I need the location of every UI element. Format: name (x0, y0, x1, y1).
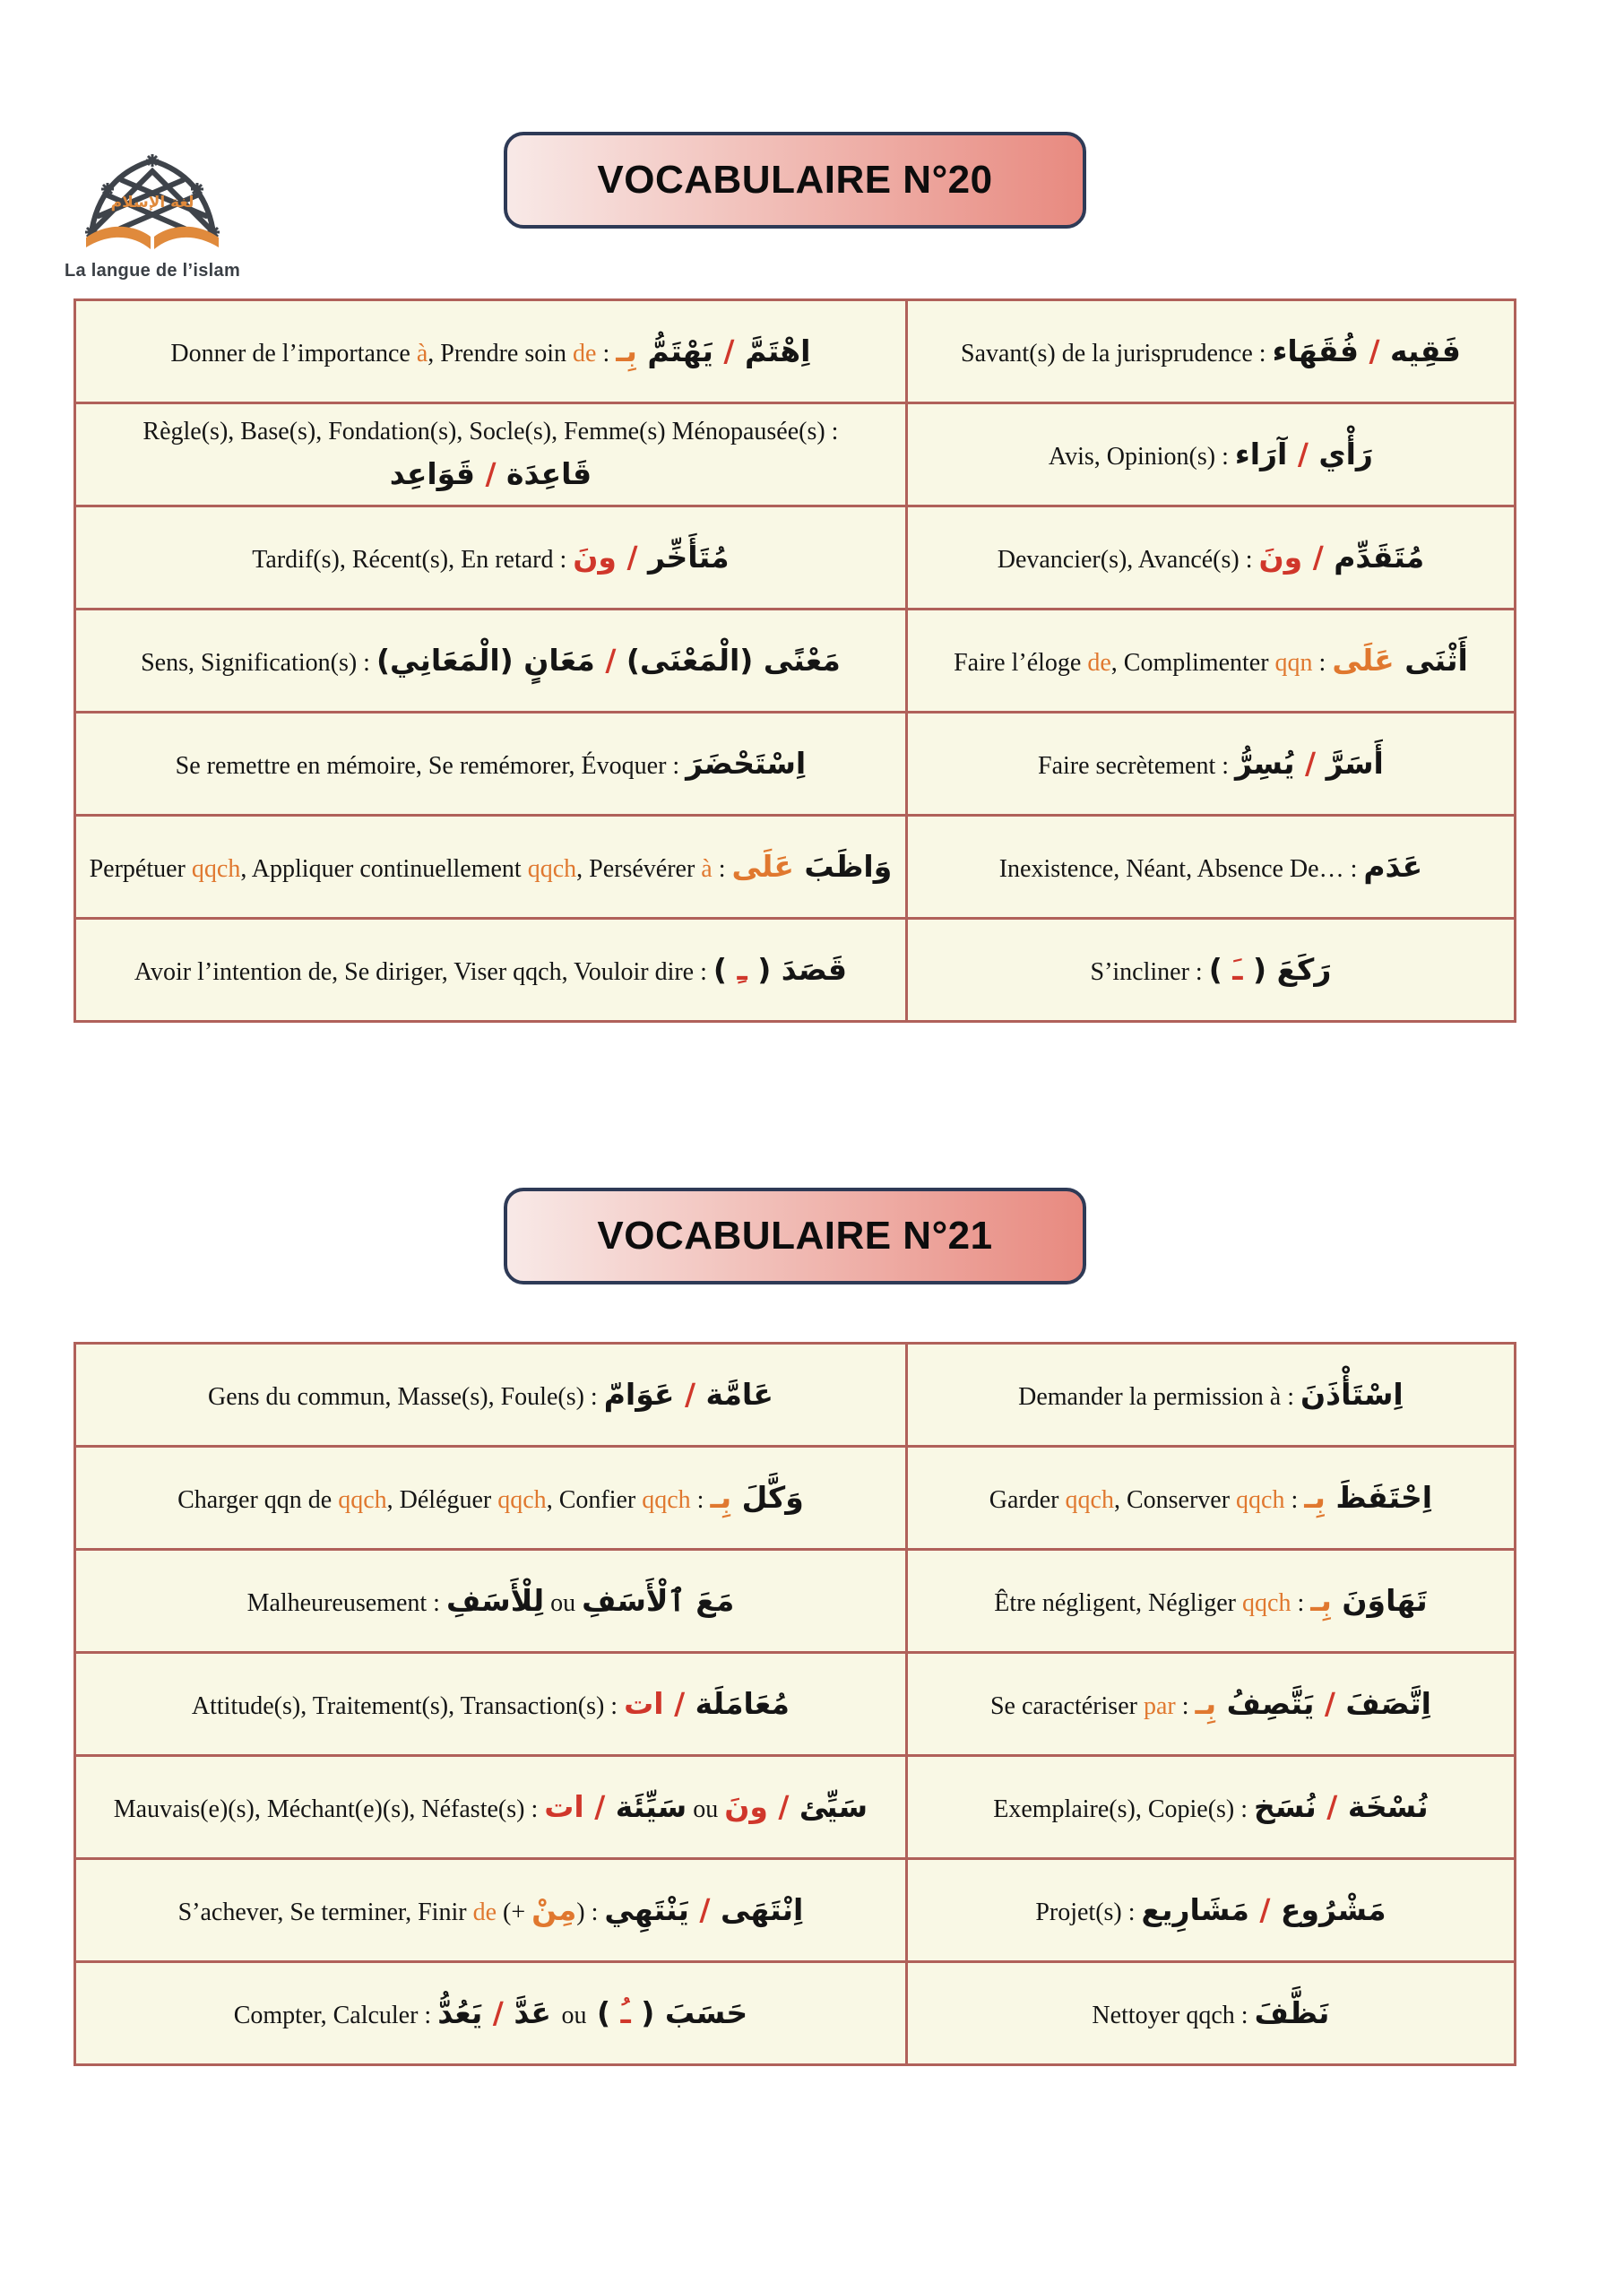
vocab-cell-left (75, 610, 907, 713)
french-phrase: S’achever, Se terminer, Finir de (+ (177, 1898, 532, 1927)
section-vocab-20 (73, 132, 1516, 1023)
french-phrase: Perpétuer qqch, Appliquer continuellement qqch, Persévérer à : (89, 855, 732, 884)
content (73, 132, 1516, 2066)
arabic-phrase: اِهْتَمَّ / يَهْتَمُّ بِـ (616, 333, 811, 369)
french-phrase: Se caractériser par : (989, 1692, 1196, 1721)
section-vocab-21 (73, 1188, 1516, 2066)
vocab-cell-right (906, 1653, 1515, 1756)
french-phrase: Devancier(s), Avancé(s) : (997, 546, 1259, 575)
table-row (75, 300, 1516, 403)
vocab-cell-left (75, 1756, 907, 1859)
arabic-phrase: مُتَقَدِّم / ونَ (1258, 540, 1425, 575)
french-phrase: Exemplaire(s), Copie(s) : (993, 1795, 1255, 1824)
arabic-phrase: حَسَبَ ( ـُ ) ou عَدَّ / يَعُدُّ (437, 1995, 748, 2031)
vocab-cell-left (75, 816, 907, 919)
arabic-phrase: أَسَرَّ / يُسِرُّ (1235, 746, 1384, 782)
table-row (75, 506, 1516, 610)
arabic-phrase: قَصَدَ ( ـِ ) (713, 952, 847, 988)
arabic-phrase: اِحْتَفَظَ بِـ (1304, 1480, 1433, 1516)
french-phrase: ) : (576, 1898, 605, 1927)
vocab-table-21 (73, 1342, 1516, 2066)
arabic-phrase: اِسْتَحْضَرَ (686, 746, 807, 782)
section-banner (504, 132, 1086, 229)
vocab-cell-left (75, 713, 907, 816)
arabic-phrase: أَثْنَى عَلَى (1332, 643, 1468, 679)
arabic-phrase: رَأْي / آرَاء (1234, 437, 1373, 472)
vocab-cell-right (906, 919, 1515, 1022)
arabic-phrase: وَكَّلَ بِـ (710, 1480, 804, 1516)
french-phrase: Tardif(s), Récent(s), En retard : (252, 546, 574, 575)
logo (63, 143, 242, 281)
logo-icon (72, 143, 233, 257)
section-title: VOCABULAIRE N°20 (597, 158, 993, 202)
vocab-cell-right (906, 1344, 1515, 1447)
arabic-phrase: نَظَّفَ (1254, 1995, 1330, 2031)
arabic-phrase: اِتَّصَفَ / يَتَّصِفُ بِـ (1195, 1686, 1431, 1722)
french-phrase: Malheureusement : (246, 1589, 446, 1618)
vocab-cell-left (75, 1344, 907, 1447)
french-phrase: Faire secrètement : (1038, 752, 1236, 781)
french-phrase: Être négligent, Négliger qqch : (994, 1589, 1311, 1618)
table-row (75, 919, 1516, 1022)
table-row (75, 610, 1516, 713)
arabic-phrase: قَاعِدَة / قَوَاعِد (389, 456, 592, 492)
table-row (75, 1653, 1516, 1756)
vocab-cell-right (906, 816, 1515, 919)
vocab-cell-right (906, 300, 1515, 403)
french-phrase: Gens du commun, Masse(s), Foule(s) : (207, 1383, 604, 1412)
french-phrase: Charger qqn de qqch, Déléguer qqch, Confier qqch : (177, 1486, 711, 1515)
table-row (75, 816, 1516, 919)
table-row (75, 1344, 1516, 1447)
vocab-cell-right (906, 1859, 1515, 1962)
vocab-cell-right (906, 506, 1515, 610)
arabic-phrase: عَدَم (1363, 849, 1423, 885)
arabic-phrase: مُعَامَلَة / ات (624, 1686, 790, 1722)
french-phrase: Avis, Opinion(s) : (1048, 443, 1235, 471)
open-book-icon (86, 227, 219, 249)
logo-caption: La langue de l’islam (64, 261, 241, 281)
french-phrase: Demander la permission à : (1018, 1383, 1301, 1412)
vocab-cell-left (75, 1653, 907, 1756)
arabic-phrase: مَعْنًى (الْمَعْنَى) / مَعَانٍ (الْمَعَانِي) (376, 643, 841, 679)
table-row (75, 1756, 1516, 1859)
french-phrase: Règle(s), Base(s), Fondation(s), Socle(s), Femme(s) Ménopausée(s) : (143, 417, 839, 445)
vocab-cell-right (906, 713, 1515, 816)
vocab-cell-left (75, 1859, 907, 1962)
arabic-phrase: اِنْتَهَى / يَنْتَهِي (604, 1892, 804, 1928)
table-row (75, 713, 1516, 816)
section-banner (504, 1188, 1086, 1284)
arabic-phrase: مَشْرُوع / مَشَارِيع (1141, 1892, 1386, 1928)
french-phrase: Compter, Calculer : (233, 2002, 438, 2030)
french-phrase: Garder qqch, Conserver qqch : (989, 1486, 1305, 1515)
vocab-cell-left (75, 1962, 907, 2065)
arabic-phrase: فَقِيه / فُقَهَاء (1272, 333, 1461, 369)
arabic-phrase: مُتَأَخِّر / ونَ (573, 540, 730, 575)
arabic-phrase: مَعَ ٱلْأَسَفِ ou لِلْأَسَفِ (445, 1583, 735, 1619)
french-phrase: Attitude(s), Traitement(s), Transaction(s) : (191, 1692, 625, 1721)
french-phrase: Projet(s) : (1035, 1898, 1142, 1927)
vocab-cell-left (75, 1447, 907, 1550)
vocab-cell-right (906, 403, 1515, 506)
vocab-cell-right (906, 1756, 1515, 1859)
french-phrase: Nettoyer qqch : (1092, 2002, 1255, 2030)
arabic-phrase: تَهَاوَنَ بِـ (1310, 1583, 1428, 1619)
arabic-phrase: وَاظَبَ عَلَى (731, 849, 893, 885)
vocab-cell-right (906, 1447, 1515, 1550)
french-phrase: Avoir l’intention de, Se diriger, Viser qqch, Vouloir dire : (134, 958, 713, 987)
french-phrase: S’incliner : (1090, 958, 1209, 987)
arabic-phrase: نُسْخَة / نُسَخ (1254, 1789, 1429, 1825)
french-phrase: Mauvais(e)(s), Méchant(e)(s), Néfaste(s) : (113, 1795, 545, 1824)
french-phrase: Faire l’éloge de, Complimenter qqn : (954, 649, 1333, 678)
arabic-phrase: اِسْتَأْذَنَ (1300, 1377, 1404, 1413)
table-row (75, 1859, 1516, 1962)
vocab-cell-left (75, 403, 907, 506)
french-phrase: Se remettre en mémoire, Se remémorer, Évoquer : (175, 752, 687, 781)
vocab-cell-left (75, 919, 907, 1022)
vocab-cell-left (75, 506, 907, 610)
table-row (75, 1447, 1516, 1550)
table-row (75, 1962, 1516, 2065)
french-phrase: Sens, Signification(s) : (141, 649, 376, 678)
arabic-phrase: مِنْ (531, 1892, 577, 1928)
vocab-cell-right (906, 1550, 1515, 1653)
vocab-cell-right (906, 1962, 1515, 2065)
table-row (75, 403, 1516, 506)
vocab-cell-left (75, 1550, 907, 1653)
vocab-cell-right (906, 610, 1515, 713)
vocab-table-20 (73, 298, 1516, 1023)
french-phrase: Inexistence, Néant, Absence De… : (998, 855, 1364, 884)
french-phrase: Donner de l’importance à, Prendre soin de : (170, 340, 617, 368)
arabic-phrase: سَيِّئ / ونَ ou سَيِّئَة / ات (544, 1789, 868, 1825)
arabic-phrase: رَكَعَ ( ـَ ) (1208, 952, 1332, 988)
french-phrase: Savant(s) de la jurisprudence : (961, 340, 1273, 368)
arabic-phrase: عَامَّة / عَوَامّ (603, 1377, 773, 1413)
page (0, 132, 1624, 2292)
section-title: VOCABULAIRE N°21 (597, 1214, 993, 1258)
logo-arabic-text: لغة الإسلام (110, 194, 194, 212)
table-row (75, 1550, 1516, 1653)
vocab-cell-left (75, 300, 907, 403)
